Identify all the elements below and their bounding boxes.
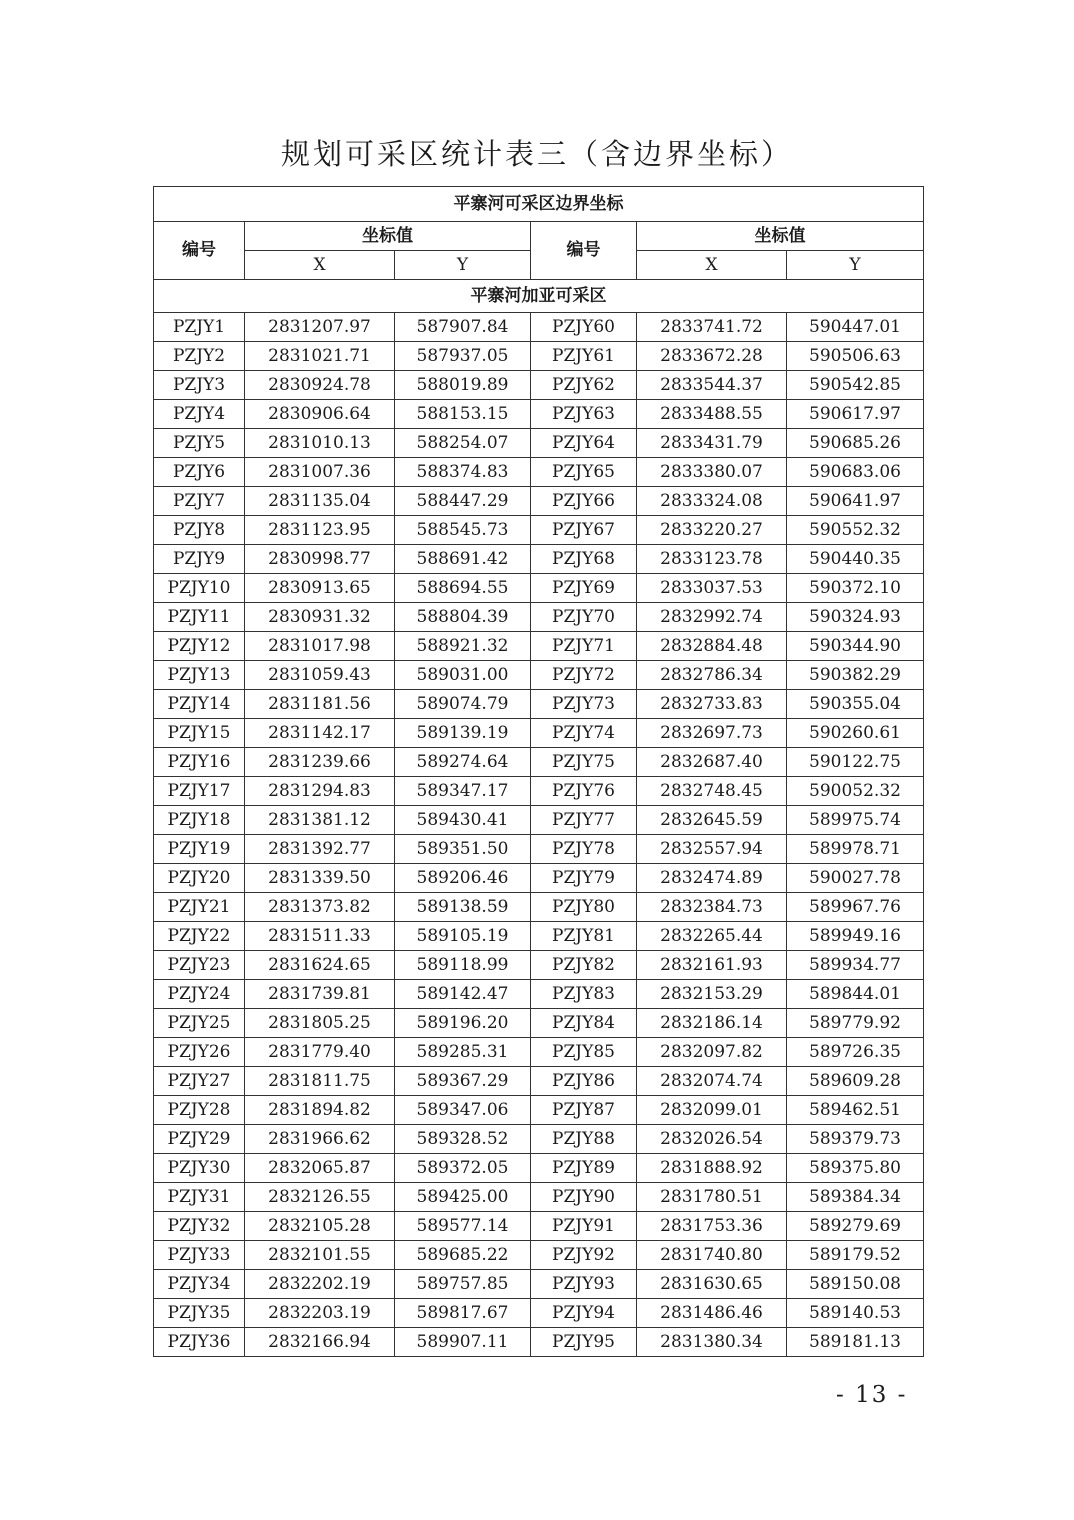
y-value-right: 589609.28 [787,1067,924,1096]
point-id-right: PZJY88 [531,1125,637,1154]
y-value-right: 589150.08 [787,1270,924,1299]
x-value-right: 2832786.34 [637,661,787,690]
y-value-left: 589347.17 [395,777,531,806]
table-row [154,1009,924,1038]
x-value-right: 2833380.07 [637,458,787,487]
point-id-left: PZJY20 [154,864,245,893]
point-id-left: PZJY15 [154,719,245,748]
x-value-left: 2831966.62 [245,1125,395,1154]
table-row [154,835,924,864]
x-value-right: 2832687.40 [637,748,787,777]
y-value-right: 590447.01 [787,313,924,342]
y-value-right: 590552.32 [787,516,924,545]
y-value-left: 589274.64 [395,748,531,777]
header-x-right: X [637,251,787,280]
y-value-left: 589372.05 [395,1154,531,1183]
x-value-left: 2830931.32 [245,603,395,632]
point-id-left: PZJY32 [154,1212,245,1241]
header-id-left: 编号 [154,222,245,280]
y-value-left: 589139.19 [395,719,531,748]
x-value-left: 2831239.66 [245,748,395,777]
table-row [154,574,924,603]
table-row [154,806,924,835]
x-value-left: 2831392.77 [245,835,395,864]
x-value-left: 2832202.19 [245,1270,395,1299]
table-row [154,1038,924,1067]
point-id-left: PZJY13 [154,661,245,690]
table-row [154,1299,924,1328]
y-value-right: 589978.71 [787,835,924,864]
point-id-left: PZJY1 [154,313,245,342]
x-value-right: 2833741.72 [637,313,787,342]
table-row [154,313,924,342]
y-value-left: 589206.46 [395,864,531,893]
table-row [154,516,924,545]
y-value-right: 589975.74 [787,806,924,835]
point-id-left: PZJY34 [154,1270,245,1299]
section-heading: 平寨河加亚可采区 [154,280,924,313]
table-row [154,371,924,400]
y-value-left: 589351.50 [395,835,531,864]
point-id-right: PZJY95 [531,1328,637,1357]
y-value-left: 589685.22 [395,1241,531,1270]
y-value-left: 589196.20 [395,1009,531,1038]
x-value-right: 2831888.92 [637,1154,787,1183]
x-value-right: 2831753.36 [637,1212,787,1241]
table-row [154,429,924,458]
x-value-right: 2832097.82 [637,1038,787,1067]
table-row [154,922,924,951]
x-value-right: 2832884.48 [637,632,787,661]
point-id-right: PZJY75 [531,748,637,777]
y-value-left: 588153.15 [395,400,531,429]
point-id-left: PZJY36 [154,1328,245,1357]
point-id-left: PZJY3 [154,371,245,400]
point-id-left: PZJY26 [154,1038,245,1067]
x-value-right: 2832474.89 [637,864,787,893]
table-row [154,690,924,719]
table-row [154,342,924,371]
point-id-right: PZJY62 [531,371,637,400]
x-value-right: 2832384.73 [637,893,787,922]
y-value-right: 590683.06 [787,458,924,487]
point-id-right: PZJY71 [531,632,637,661]
x-value-left: 2831624.65 [245,951,395,980]
x-value-right: 2833431.79 [637,429,787,458]
point-id-right: PZJY84 [531,1009,637,1038]
y-value-right: 590260.61 [787,719,924,748]
y-value-left: 588921.32 [395,632,531,661]
y-value-right: 589726.35 [787,1038,924,1067]
document-title: 规划可采区统计表三（含边界坐标） [280,137,793,171]
x-value-left: 2830998.77 [245,545,395,574]
point-id-right: PZJY79 [531,864,637,893]
x-value-right: 2832186.14 [637,1009,787,1038]
x-value-left: 2832166.94 [245,1328,395,1357]
y-value-left: 588254.07 [395,429,531,458]
table-row [154,748,924,777]
y-value-right: 589949.16 [787,922,924,951]
point-id-right: PZJY90 [531,1183,637,1212]
x-value-left: 2831805.25 [245,1009,395,1038]
point-id-left: PZJY25 [154,1009,245,1038]
x-value-left: 2831123.95 [245,516,395,545]
y-value-left: 589285.31 [395,1038,531,1067]
table-row [154,1328,924,1357]
x-value-left: 2831007.36 [245,458,395,487]
y-value-left: 589031.00 [395,661,531,690]
point-id-right: PZJY77 [531,806,637,835]
y-value-right: 589934.77 [787,951,924,980]
table-row [154,777,924,806]
point-id-right: PZJY81 [531,922,637,951]
header-coord-left: 坐标值 [245,222,531,251]
header-y-right: Y [787,251,924,280]
point-id-right: PZJY93 [531,1270,637,1299]
point-id-left: PZJY7 [154,487,245,516]
point-id-left: PZJY22 [154,922,245,951]
table-row [154,1125,924,1154]
point-id-right: PZJY91 [531,1212,637,1241]
y-value-left: 589138.59 [395,893,531,922]
table-row [154,893,924,922]
x-value-right: 2832161.93 [637,951,787,980]
point-id-left: PZJY5 [154,429,245,458]
y-value-right: 590685.26 [787,429,924,458]
y-value-left: 588374.83 [395,458,531,487]
point-id-right: PZJY80 [531,893,637,922]
point-id-left: PZJY18 [154,806,245,835]
x-value-right: 2833037.53 [637,574,787,603]
y-value-right: 590542.85 [787,371,924,400]
x-value-left: 2832105.28 [245,1212,395,1241]
table-row [154,1096,924,1125]
table-row [154,1212,924,1241]
table-row [154,1270,924,1299]
table-row [154,1183,924,1212]
point-id-right: PZJY92 [531,1241,637,1270]
y-value-right: 589379.73 [787,1125,924,1154]
x-value-right: 2833220.27 [637,516,787,545]
x-value-right: 2832992.74 [637,603,787,632]
point-id-right: PZJY74 [531,719,637,748]
y-value-right: 590052.32 [787,777,924,806]
x-value-left: 2831181.56 [245,690,395,719]
x-value-right: 2832697.73 [637,719,787,748]
table-row [154,400,924,429]
x-value-left: 2831135.04 [245,487,395,516]
point-id-left: PZJY11 [154,603,245,632]
y-value-right: 590344.90 [787,632,924,661]
point-id-left: PZJY14 [154,690,245,719]
point-id-left: PZJY19 [154,835,245,864]
x-value-right: 2832153.29 [637,980,787,1009]
header-coord-right: 坐标值 [637,222,924,251]
header-y-left: Y [395,251,531,280]
x-value-left: 2831010.13 [245,429,395,458]
y-value-left: 588545.73 [395,516,531,545]
point-id-right: PZJY67 [531,516,637,545]
y-value-right: 590617.97 [787,400,924,429]
y-value-left: 588694.55 [395,574,531,603]
y-value-left: 588691.42 [395,545,531,574]
table-caption: 平寨河可采区边界坐标 [154,187,924,222]
point-id-right: PZJY89 [531,1154,637,1183]
point-id-right: PZJY70 [531,603,637,632]
point-id-left: PZJY28 [154,1096,245,1125]
y-value-right: 590027.78 [787,864,924,893]
x-value-left: 2830906.64 [245,400,395,429]
point-id-left: PZJY35 [154,1299,245,1328]
x-value-right: 2833488.55 [637,400,787,429]
table-row [154,1241,924,1270]
header-x-left: X [245,251,395,280]
point-id-right: PZJY68 [531,545,637,574]
x-value-right: 2832265.44 [637,922,787,951]
x-value-left: 2831779.40 [245,1038,395,1067]
x-value-left: 2831207.97 [245,313,395,342]
x-value-left: 2831894.82 [245,1096,395,1125]
y-value-left: 588804.39 [395,603,531,632]
y-value-left: 588447.29 [395,487,531,516]
y-value-left: 589425.00 [395,1183,531,1212]
point-id-left: PZJY31 [154,1183,245,1212]
point-id-left: PZJY23 [154,951,245,980]
point-id-left: PZJY21 [154,893,245,922]
x-value-right: 2833672.28 [637,342,787,371]
point-id-right: PZJY87 [531,1096,637,1125]
x-value-left: 2831811.75 [245,1067,395,1096]
y-value-right: 589779.92 [787,1009,924,1038]
x-value-left: 2830924.78 [245,371,395,400]
y-value-right: 589967.76 [787,893,924,922]
point-id-left: PZJY10 [154,574,245,603]
page-number: - 13 - [836,1382,908,1408]
point-id-right: PZJY64 [531,429,637,458]
y-value-left: 589757.85 [395,1270,531,1299]
point-id-right: PZJY73 [531,690,637,719]
x-value-left: 2832203.19 [245,1299,395,1328]
table-row [154,458,924,487]
y-value-right: 589375.80 [787,1154,924,1183]
x-value-right: 2832074.74 [637,1067,787,1096]
y-value-right: 589384.34 [787,1183,924,1212]
y-value-right: 590440.35 [787,545,924,574]
x-value-right: 2832733.83 [637,690,787,719]
x-value-right: 2831630.65 [637,1270,787,1299]
y-value-right: 590122.75 [787,748,924,777]
table-row [154,951,924,980]
point-id-left: PZJY6 [154,458,245,487]
table-row [154,719,924,748]
point-id-right: PZJY78 [531,835,637,864]
y-value-left: 589328.52 [395,1125,531,1154]
x-value-left: 2831339.50 [245,864,395,893]
point-id-left: PZJY2 [154,342,245,371]
y-value-left: 589347.06 [395,1096,531,1125]
y-value-right: 589279.69 [787,1212,924,1241]
table-row [154,545,924,574]
y-value-left: 587907.84 [395,313,531,342]
x-value-right: 2831380.34 [637,1328,787,1357]
y-value-left: 589118.99 [395,951,531,980]
point-id-right: PZJY76 [531,777,637,806]
point-id-right: PZJY86 [531,1067,637,1096]
y-value-left: 589105.19 [395,922,531,951]
x-value-right: 2832748.45 [637,777,787,806]
x-value-right: 2831740.80 [637,1241,787,1270]
table-row [154,603,924,632]
y-value-right: 589181.13 [787,1328,924,1357]
point-id-right: PZJY82 [531,951,637,980]
table-row [154,864,924,893]
x-value-right: 2833544.37 [637,371,787,400]
x-value-left: 2830913.65 [245,574,395,603]
x-value-right: 2833324.08 [637,487,787,516]
y-value-left: 588019.89 [395,371,531,400]
point-id-right: PZJY63 [531,400,637,429]
point-id-left: PZJY33 [154,1241,245,1270]
point-id-left: PZJY29 [154,1125,245,1154]
y-value-right: 590641.97 [787,487,924,516]
point-id-left: PZJY4 [154,400,245,429]
x-value-left: 2831381.12 [245,806,395,835]
x-value-right: 2832026.54 [637,1125,787,1154]
y-value-left: 589577.14 [395,1212,531,1241]
x-value-left: 2831739.81 [245,980,395,1009]
x-value-right: 2831780.51 [637,1183,787,1212]
header-id-right: 编号 [531,222,637,280]
point-id-left: PZJY12 [154,632,245,661]
x-value-left: 2832065.87 [245,1154,395,1183]
point-id-right: PZJY69 [531,574,637,603]
point-id-left: PZJY9 [154,545,245,574]
y-value-right: 590382.29 [787,661,924,690]
point-id-left: PZJY24 [154,980,245,1009]
point-id-left: PZJY30 [154,1154,245,1183]
y-value-right: 589462.51 [787,1096,924,1125]
point-id-right: PZJY66 [531,487,637,516]
x-value-right: 2832557.94 [637,835,787,864]
point-id-left: PZJY8 [154,516,245,545]
y-value-left: 589142.47 [395,980,531,1009]
table-row [154,632,924,661]
y-value-left: 589907.11 [395,1328,531,1357]
y-value-right: 590355.04 [787,690,924,719]
point-id-right: PZJY61 [531,342,637,371]
y-value-right: 589140.53 [787,1299,924,1328]
table-row [154,661,924,690]
point-id-right: PZJY85 [531,1038,637,1067]
point-id-right: PZJY94 [531,1299,637,1328]
x-value-right: 2831486.46 [637,1299,787,1328]
point-id-left: PZJY17 [154,777,245,806]
y-value-right: 590506.63 [787,342,924,371]
y-value-right: 589844.01 [787,980,924,1009]
boundary-coordinates-table [153,186,924,1357]
table-body [154,313,924,1357]
y-value-right: 590372.10 [787,574,924,603]
x-value-left: 2831021.71 [245,342,395,371]
y-value-left: 589367.29 [395,1067,531,1096]
point-id-right: PZJY65 [531,458,637,487]
y-value-left: 589817.67 [395,1299,531,1328]
x-value-left: 2831059.43 [245,661,395,690]
y-value-left: 587937.05 [395,342,531,371]
x-value-right: 2832645.59 [637,806,787,835]
point-id-left: PZJY27 [154,1067,245,1096]
x-value-left: 2832126.55 [245,1183,395,1212]
x-value-left: 2831142.17 [245,719,395,748]
point-id-right: PZJY60 [531,313,637,342]
x-value-right: 2832099.01 [637,1096,787,1125]
point-id-left: PZJY16 [154,748,245,777]
x-value-left: 2831017.98 [245,632,395,661]
point-id-right: PZJY72 [531,661,637,690]
y-value-left: 589074.79 [395,690,531,719]
y-value-left: 589430.41 [395,806,531,835]
table-row [154,980,924,1009]
table-row [154,1067,924,1096]
table-row [154,1154,924,1183]
x-value-left: 2831511.33 [245,922,395,951]
x-value-right: 2833123.78 [637,545,787,574]
point-id-right: PZJY83 [531,980,637,1009]
x-value-left: 2832101.55 [245,1241,395,1270]
x-value-left: 2831373.82 [245,893,395,922]
y-value-right: 589179.52 [787,1241,924,1270]
y-value-right: 590324.93 [787,603,924,632]
table-row [154,487,924,516]
x-value-left: 2831294.83 [245,777,395,806]
